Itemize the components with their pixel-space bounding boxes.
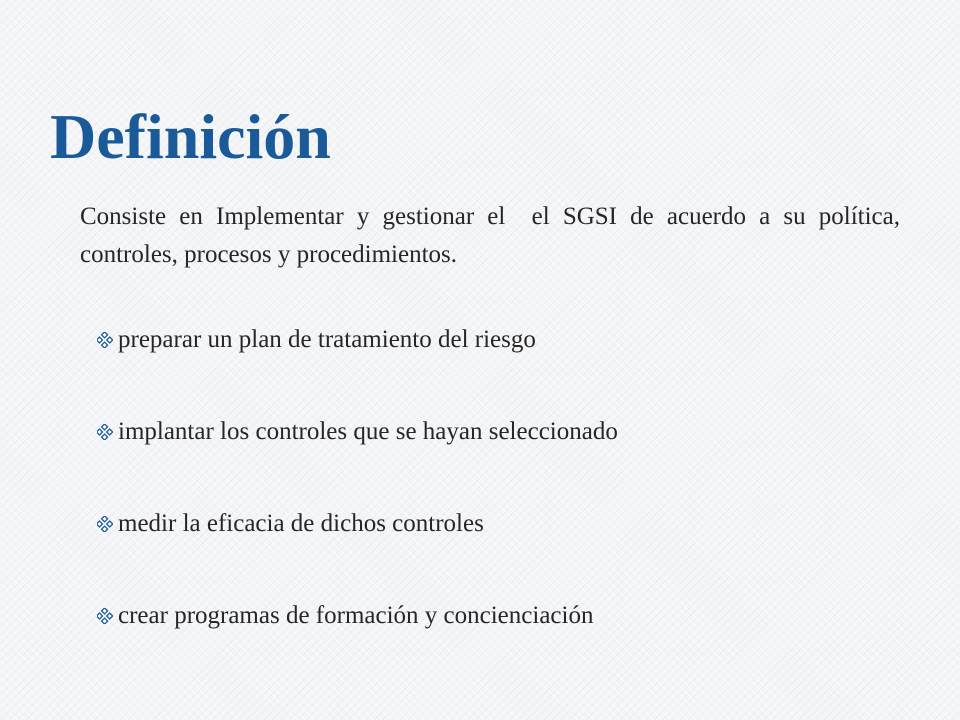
bullet-item [94,504,618,544]
intro-paragraph: Consiste en Implementar y gestionar el el SGSI de acuerdo a su política, controles, procesos y procedimientos. [80,203,907,268]
bullet-text: crear programas de formación y concienciación [118,602,594,629]
slide-title: Definición [50,101,331,172]
bullet-list [94,320,618,688]
bullet-text: preparar un plan de tratamiento del riesgo [118,326,536,353]
bullet-item [94,412,618,452]
four-diamond-bullet-icon [94,513,116,535]
bullet-text: implantar los controles que se hayan seleccionado [118,418,618,445]
bullet-item [94,596,618,636]
bullet-item [94,320,618,360]
four-diamond-bullet-icon [94,605,116,627]
four-diamond-bullet-icon [94,329,116,351]
bullet-text: medir la eficacia de dichos controles [118,510,484,537]
four-diamond-bullet-icon [94,421,116,443]
